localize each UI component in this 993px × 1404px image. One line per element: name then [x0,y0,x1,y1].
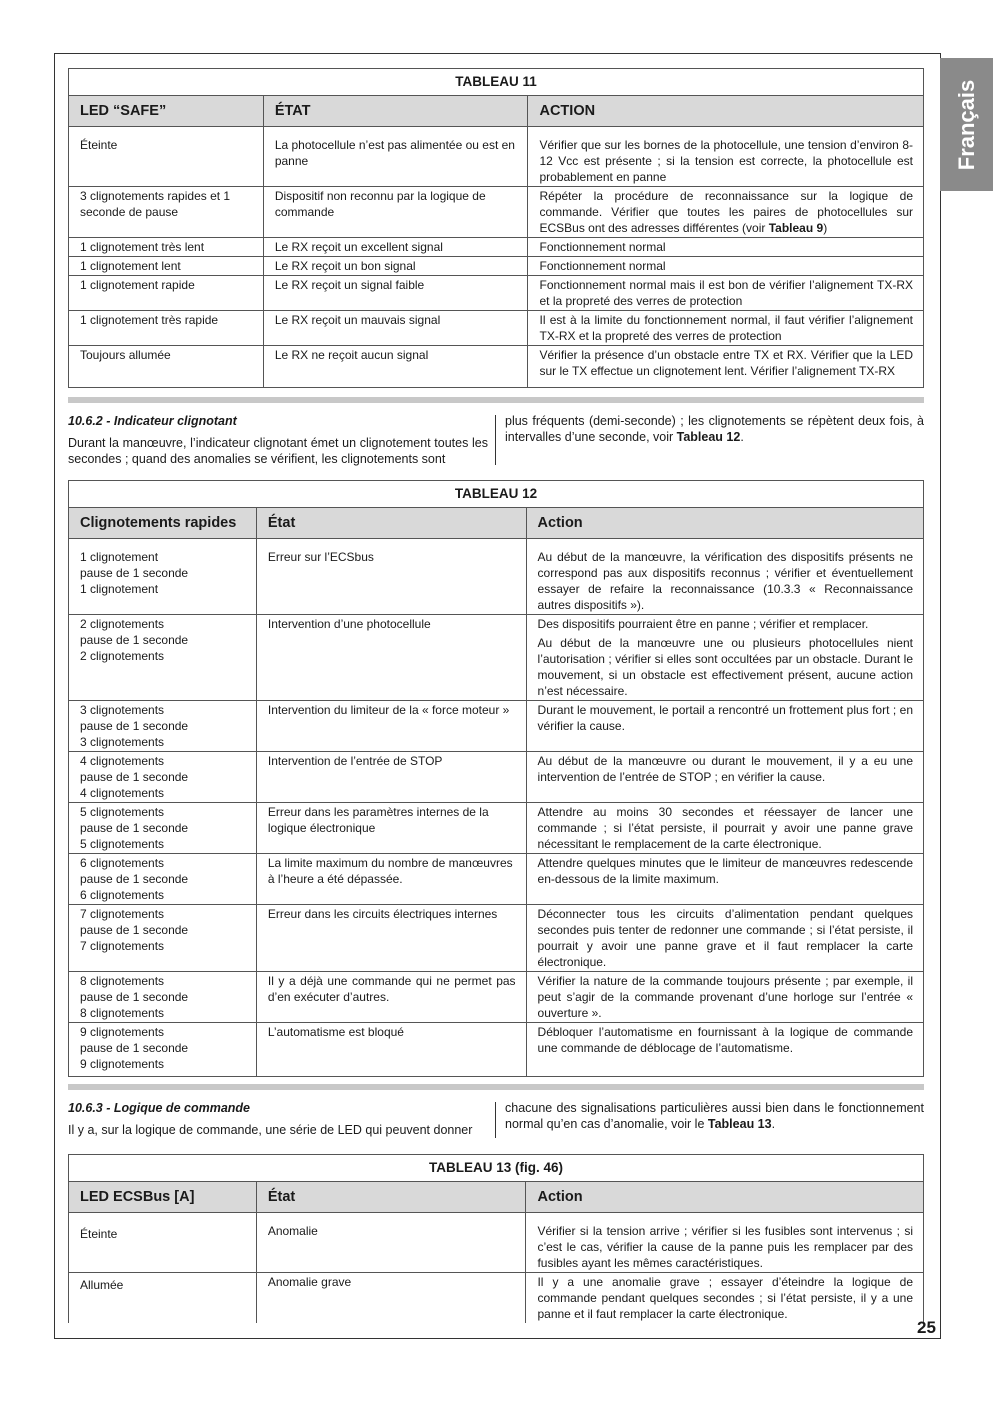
table-row: 3 clignotements pause de 1 seconde 3 clignotements Intervention du limiteur de la « force moteur » Durant le mouvement, le portail a rencontré un frottement plus fort ; en vérifier la cause. [69,701,924,752]
table-11 [68,68,924,388]
table-row: 1 clignotement lent Le RX reçoit un bon signal Fonctionnement normal [69,257,924,276]
table-row: 2 clignotements pause de 1 seconde 2 clignotements Intervention d’une photocellule Des dispositifs pourraient être en panne ; vérifier et remplacer. Au début de la manœuvre une ou plusieurs photocellules nient l’autorisation ; vérifier si elles sont occultées par un obstacle. Durant le mouvement, si un obstacle est effectivement présent, aucune action n’est nécessaire. [69,615,924,701]
column-header: ACTION [528,96,924,127]
table-row: 8 clignotements pause de 1 seconde 8 clignotements Il y a déjà une commande qui ne permet pas d’en exécuter d’autres. Vérifier la nature de la commande toujours présente ; par exemple, il peut s’agir de la commande provenant d’une horloge sur l’entrée « ouverture ». [69,972,924,1023]
table-row: 1 clignotement rapide Le RX reçoit un signal faible Fonctionnement normal mais il est bon de vérifier l’alignement TX-RX et la propreté des verres de protection [69,276,924,311]
column-header: ÉTAT [263,96,528,127]
column-header: Action [526,508,923,539]
table-row: 4 clignotements pause de 1 seconde 4 clignotements Intervention de l’entrée de STOP Au début de la manœuvre ou durant le mouvement, il y a eu une intervention de l’entrée de STOP ; en vérifier la cause. [69,752,924,803]
column-header: Clignotements rapides [69,508,257,539]
table-row: Toujours allumée Le RX ne reçoit aucun signal Vérifier la présence d’un obstacle entre TX et RX. Vérifier que la LED sur le TX effectue un clignotement lent. Vérifier l’alignement TX-RX [69,346,924,388]
table-13 [68,1154,924,1323]
section-heading: 10.6.2 - Indicateur clignotant [68,414,237,428]
table-title: TABLEAU 12 [69,481,924,508]
column-header: État [256,508,526,539]
table-row: Éteinte Anomalie Vérifier si la tension arrive ; vérifier si les fusibles sont intervenus ; si c’est le cas, vérifier la cause de la panne puis les remplacer par des fusibles ayant les mêmes caractéristiques. [69,1222,924,1273]
table-row: Éteinte La photocellule n’est pas alimentée ou est en panne Vérifier que sur les bornes de la photocellule, une tension d’environ 8-12 Vcc est présente ; si la tension est correcte, la photocellule est probablement en panne [69,136,924,187]
table-row: 1 clignotement très rapide Le RX reçoit un mauvais signal Il est à la limite du fonctionnement normal, il faut vérifier l’alignement TX-RX et la propreté des verres de protection [69,311,924,346]
paragraph: Durant la manœuvre, l’indicateur clignotant émet un clignotement toutes les secondes ; quand des anomalies se vérifient, les clignotements sont [68,436,488,466]
column-header: LED ECSBus [A] [69,1182,257,1213]
section-divider [68,1084,924,1090]
table-title: TABLEAU 13 (fig. 46) [69,1155,924,1182]
column-divider [495,415,496,465]
section-divider [68,397,924,403]
column-header: Action [526,1182,924,1213]
table-row: 7 clignotements pause de 1 seconde 7 clignotements Erreur dans les circuits électriques internes Déconnecter tous les circuits d’alimentation pendant quelques secondes puis tenter de redonner une commande ; si l’état persiste, il pourrait y avoir une panne grave et il faut remplacer la carte électronique. [69,905,924,972]
column-header: LED “SAFE” [69,96,264,127]
table-title: TABLEAU 11 [69,69,924,96]
paragraph: Il y a, sur la logique de commande, une série de LED qui peuvent donner [68,1123,473,1137]
column-divider [495,1102,496,1138]
language-tab [940,58,993,191]
table-row: 9 clignotements pause de 1 seconde 9 clignotements L’automatisme est bloqué Débloquer l’automatisme en fournissant à la logique de commande une commande de déblocage de l’automatisme. [69,1023,924,1077]
section-heading: 10.6.3 - Logique de commande [68,1101,250,1115]
table-row: 3 clignotements rapides et 1 seconde de pause Dispositif non reconnu par la logique de commande Répéter la procédure de reconnaissance sur la logique de commande. Vérifier que toutes les paires de photocellules sur ECSBus ont des adresses différentes (voir Tableau 9) [69,187,924,238]
table-row: 5 clignotements pause de 1 seconde 5 clignotements Erreur dans les paramètres internes de la logique électronique Attendre au moins 30 secondes et réessayer de lancer une commande ; si l’état persiste, il pourrait y avoir une panne grave nécessitant le remplacement de la carte électronique. [69,803,924,854]
page-number: 25 [917,1318,936,1337]
table-12 [68,480,924,1077]
table-row: Allumée Anomalie grave Il y a une anomalie grave ; essayer d’éteindre la logique de commande pendant quelques secondes ; si l’état persiste, il y a une panne et il faut remplacer la carte électronique. [69,1273,924,1324]
column-header: État [256,1182,526,1213]
language-label: Français [953,79,979,170]
paragraph: plus fréquents (demi-seconde) ; les clignotements se répètent deux fois, à intervalles d’une seconde, voir Tableau 12. [505,414,924,444]
table-row: 1 clignotement très lent Le RX reçoit un excellent signal Fonctionnement normal [69,238,924,257]
paragraph: chacune des signalisations particulières aussi bien dans le fonctionnement normal qu’en cas d’anomalie, voir le Tableau 13. [505,1101,924,1131]
table-row: 1 clignotement pause de 1 seconde 1 clignotement Erreur sur l’ECSbus Au début de la manœuvre, la vérification des dispositifs présents ne correspond pas aux dispositifs reconnus ; vérifier et éventuellement essayer de refaire la reconnaissance (10.3.3 « Reconnaissance autres dispositifs »). [69,548,924,615]
table-row: 6 clignotements pause de 1 seconde 6 clignotements La limite maximum du nombre de manœuvres à l’heure a été dépassée. Attendre quelques minutes que le limiteur de manœuvres redescende en-dessous de la limite maximum. [69,854,924,905]
